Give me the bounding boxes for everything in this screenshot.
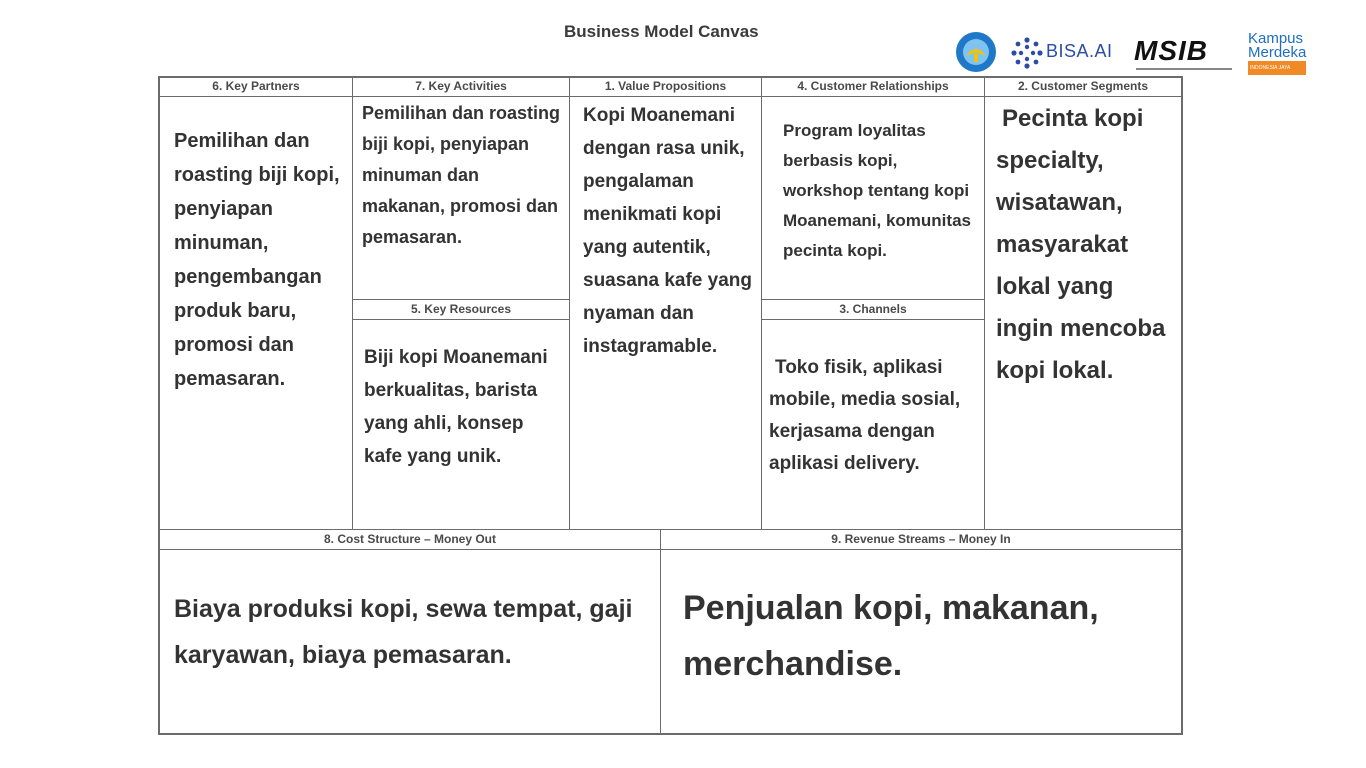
key-activities-label: 7. Key Activities bbox=[415, 79, 507, 93]
channels-text: Toko fisik, aplikasi mobile, media sosial, kerjasama dengan aplikasi delivery. bbox=[769, 357, 961, 474]
customer-relationships-text: Program loyalitas berbasis kopi, workshop tentang kopi Moanemani, komunitas pecinta kopi. bbox=[783, 121, 971, 260]
key-resources-text: Biji kopi Moanemani berkualitas, barista yang ahli, konsep kafe yang unik. bbox=[364, 347, 548, 467]
key-activities-text: Pemilihan dan roasting biji kopi, penyiapan minuman dan makanan, promosi dan pemasaran. bbox=[362, 103, 561, 247]
revenue-streams-text: Penjualan kopi, makanan, merchandise. bbox=[683, 589, 1099, 683]
customer-relationships-label: 4. Customer Relationships bbox=[797, 79, 949, 93]
cost-structure-label: 8. Cost Structure – Money Out bbox=[323, 532, 497, 546]
bisa-ai-logo: BISA.AI bbox=[1046, 41, 1113, 61]
cost-structure-text: Biaya produksi kopi, sewa tempat, gaji karyawan, biaya pemasaran. bbox=[174, 595, 633, 669]
kampus-merdeka-logo: Kampus Merdeka INDONESIA JAYA bbox=[1248, 32, 1306, 75]
customer-segments-text: Pecinta kopi specialty, wisatawan, masyarakat lokal yang ingin mencoba kopi lokal. bbox=[996, 105, 1166, 384]
value-propositions-label: 1. Value Propositions bbox=[604, 79, 727, 93]
value-propositions-text: Kopi Moanemani dengan rasa unik, pengalaman menikmati kopi yang autentik, suasana kafe yang nyaman dan instagramable. bbox=[583, 105, 752, 357]
page-title: Business Model Canvas bbox=[564, 22, 759, 41]
revenue-streams-label: 9. Revenue Streams – Money In bbox=[831, 532, 1011, 546]
key-partners-label: 6. Key Partners bbox=[212, 79, 300, 93]
msib-logo: MSIB bbox=[1134, 35, 1208, 66]
key-partners-text: Pemilihan dan roasting biji kopi, penyiapan minuman, pengembangan produk baru, promosi dan pemasaran. bbox=[174, 130, 340, 390]
channels-label: 3. Channels bbox=[839, 302, 907, 316]
key-resources-label: 5. Key Resources bbox=[410, 302, 512, 316]
customer-segments-label: 2. Customer Segments bbox=[1017, 79, 1149, 93]
